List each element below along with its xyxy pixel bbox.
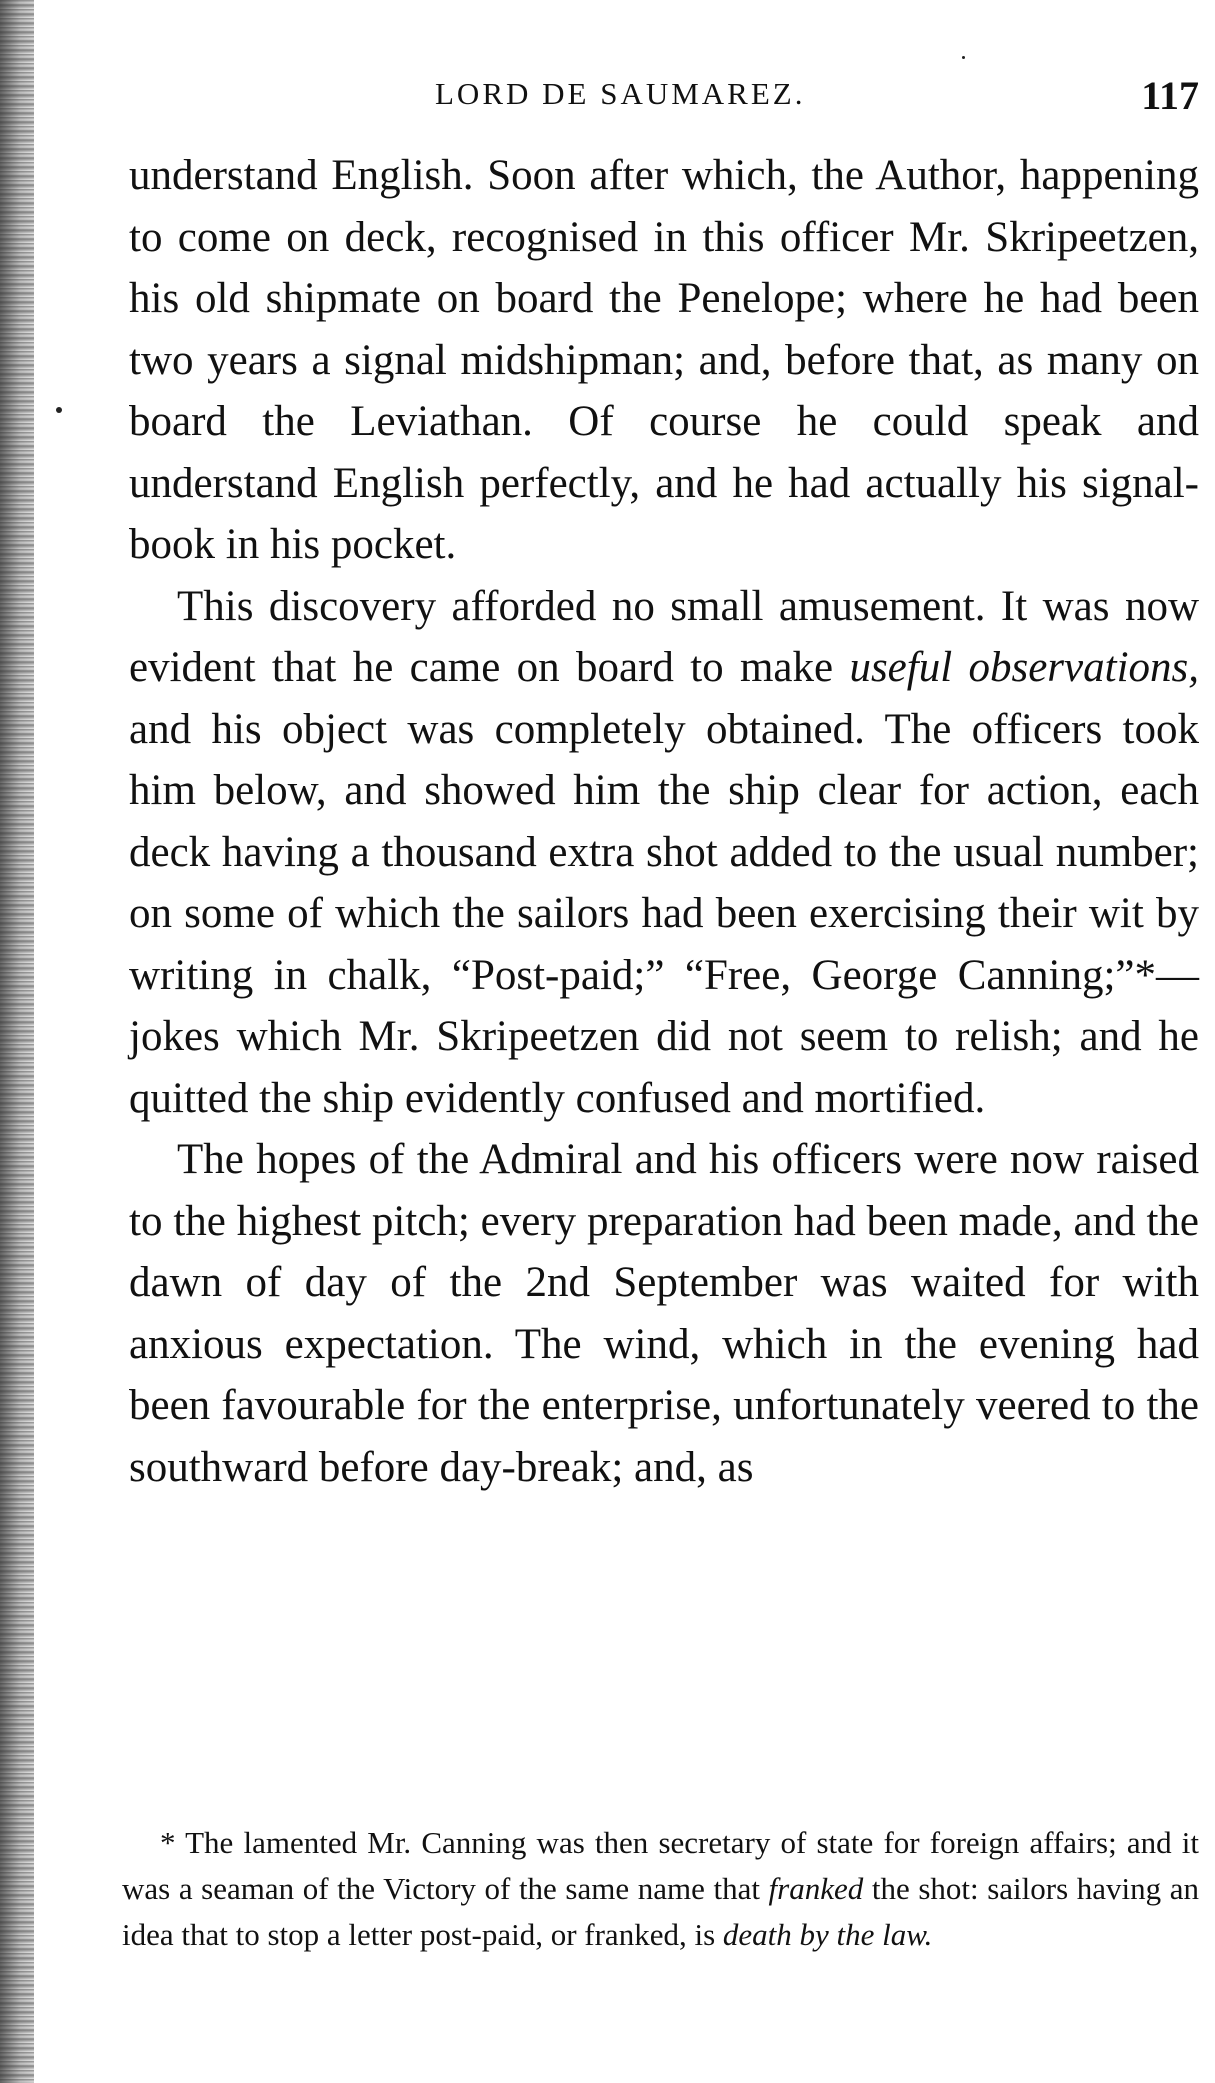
text-segment: and his object was completely obtained. The officers took him below, and showed him the ship clear for action, each deck having a thousand extra shot added to the usual number; on some of which the sailors had been exercising their wit by writing in chalk, “Post-paid;” “Free, George Canning;”*—jokes which Mr. Skripeetzen did not seem to relish; and he quitted the ship evidently confused and mortified. xyxy=(129,705,1199,1122)
footnote xyxy=(122,1820,1199,1958)
text-segment: This discovery afforded no small amusement. It was now evident that he came on board to make xyxy=(129,582,1199,691)
paragraph xyxy=(129,1129,1199,1498)
text-segment: The hopes of the Admiral and his officers were now raised to the highest pitch; every preparation had been made, and the dawn of day of the 2nd September was waited for with anxious expectation. The wind, which in the evening had been favourable for the enterprise, unfortunately veered to the southward before day-break; and, as xyxy=(129,1136,1199,1491)
body-text xyxy=(129,145,1199,1498)
running-title: LORD DE SAUMAREZ. xyxy=(435,76,806,111)
ink-speck xyxy=(962,56,965,59)
paragraph xyxy=(129,145,1199,576)
text-segment: * The lamented Mr. Canning was then secretary of state for foreign affairs; and it was a seaman of the Victory of the same name that xyxy=(122,1825,1199,1906)
italic-text-segment: death by the law. xyxy=(722,1917,933,1952)
italic-text-segment: franked xyxy=(768,1871,864,1906)
page-number: 117 xyxy=(1141,73,1199,118)
paragraph xyxy=(129,576,1199,1130)
ink-speck xyxy=(56,407,62,413)
italic-text-segment: useful observations, xyxy=(849,644,1199,691)
page-binding-edge xyxy=(0,0,34,2083)
text-segment: understand English. Soon after which, the Author, happening to come on deck, recognised in this officer Mr. Skripeetzen, his old shipmate on board the Penelope; where he had been two years a signal midshipman; and, before that, as many on board the Leviathan. Of course he could speak and understand English perfectly, and he had actually his signal-book in his pocket. xyxy=(129,152,1199,568)
text-segment: the shot: sailors having an idea that to stop a letter post-paid, or franked, is xyxy=(122,1871,1199,1952)
running-head xyxy=(129,72,1199,122)
footnote-text xyxy=(122,1820,1199,1958)
